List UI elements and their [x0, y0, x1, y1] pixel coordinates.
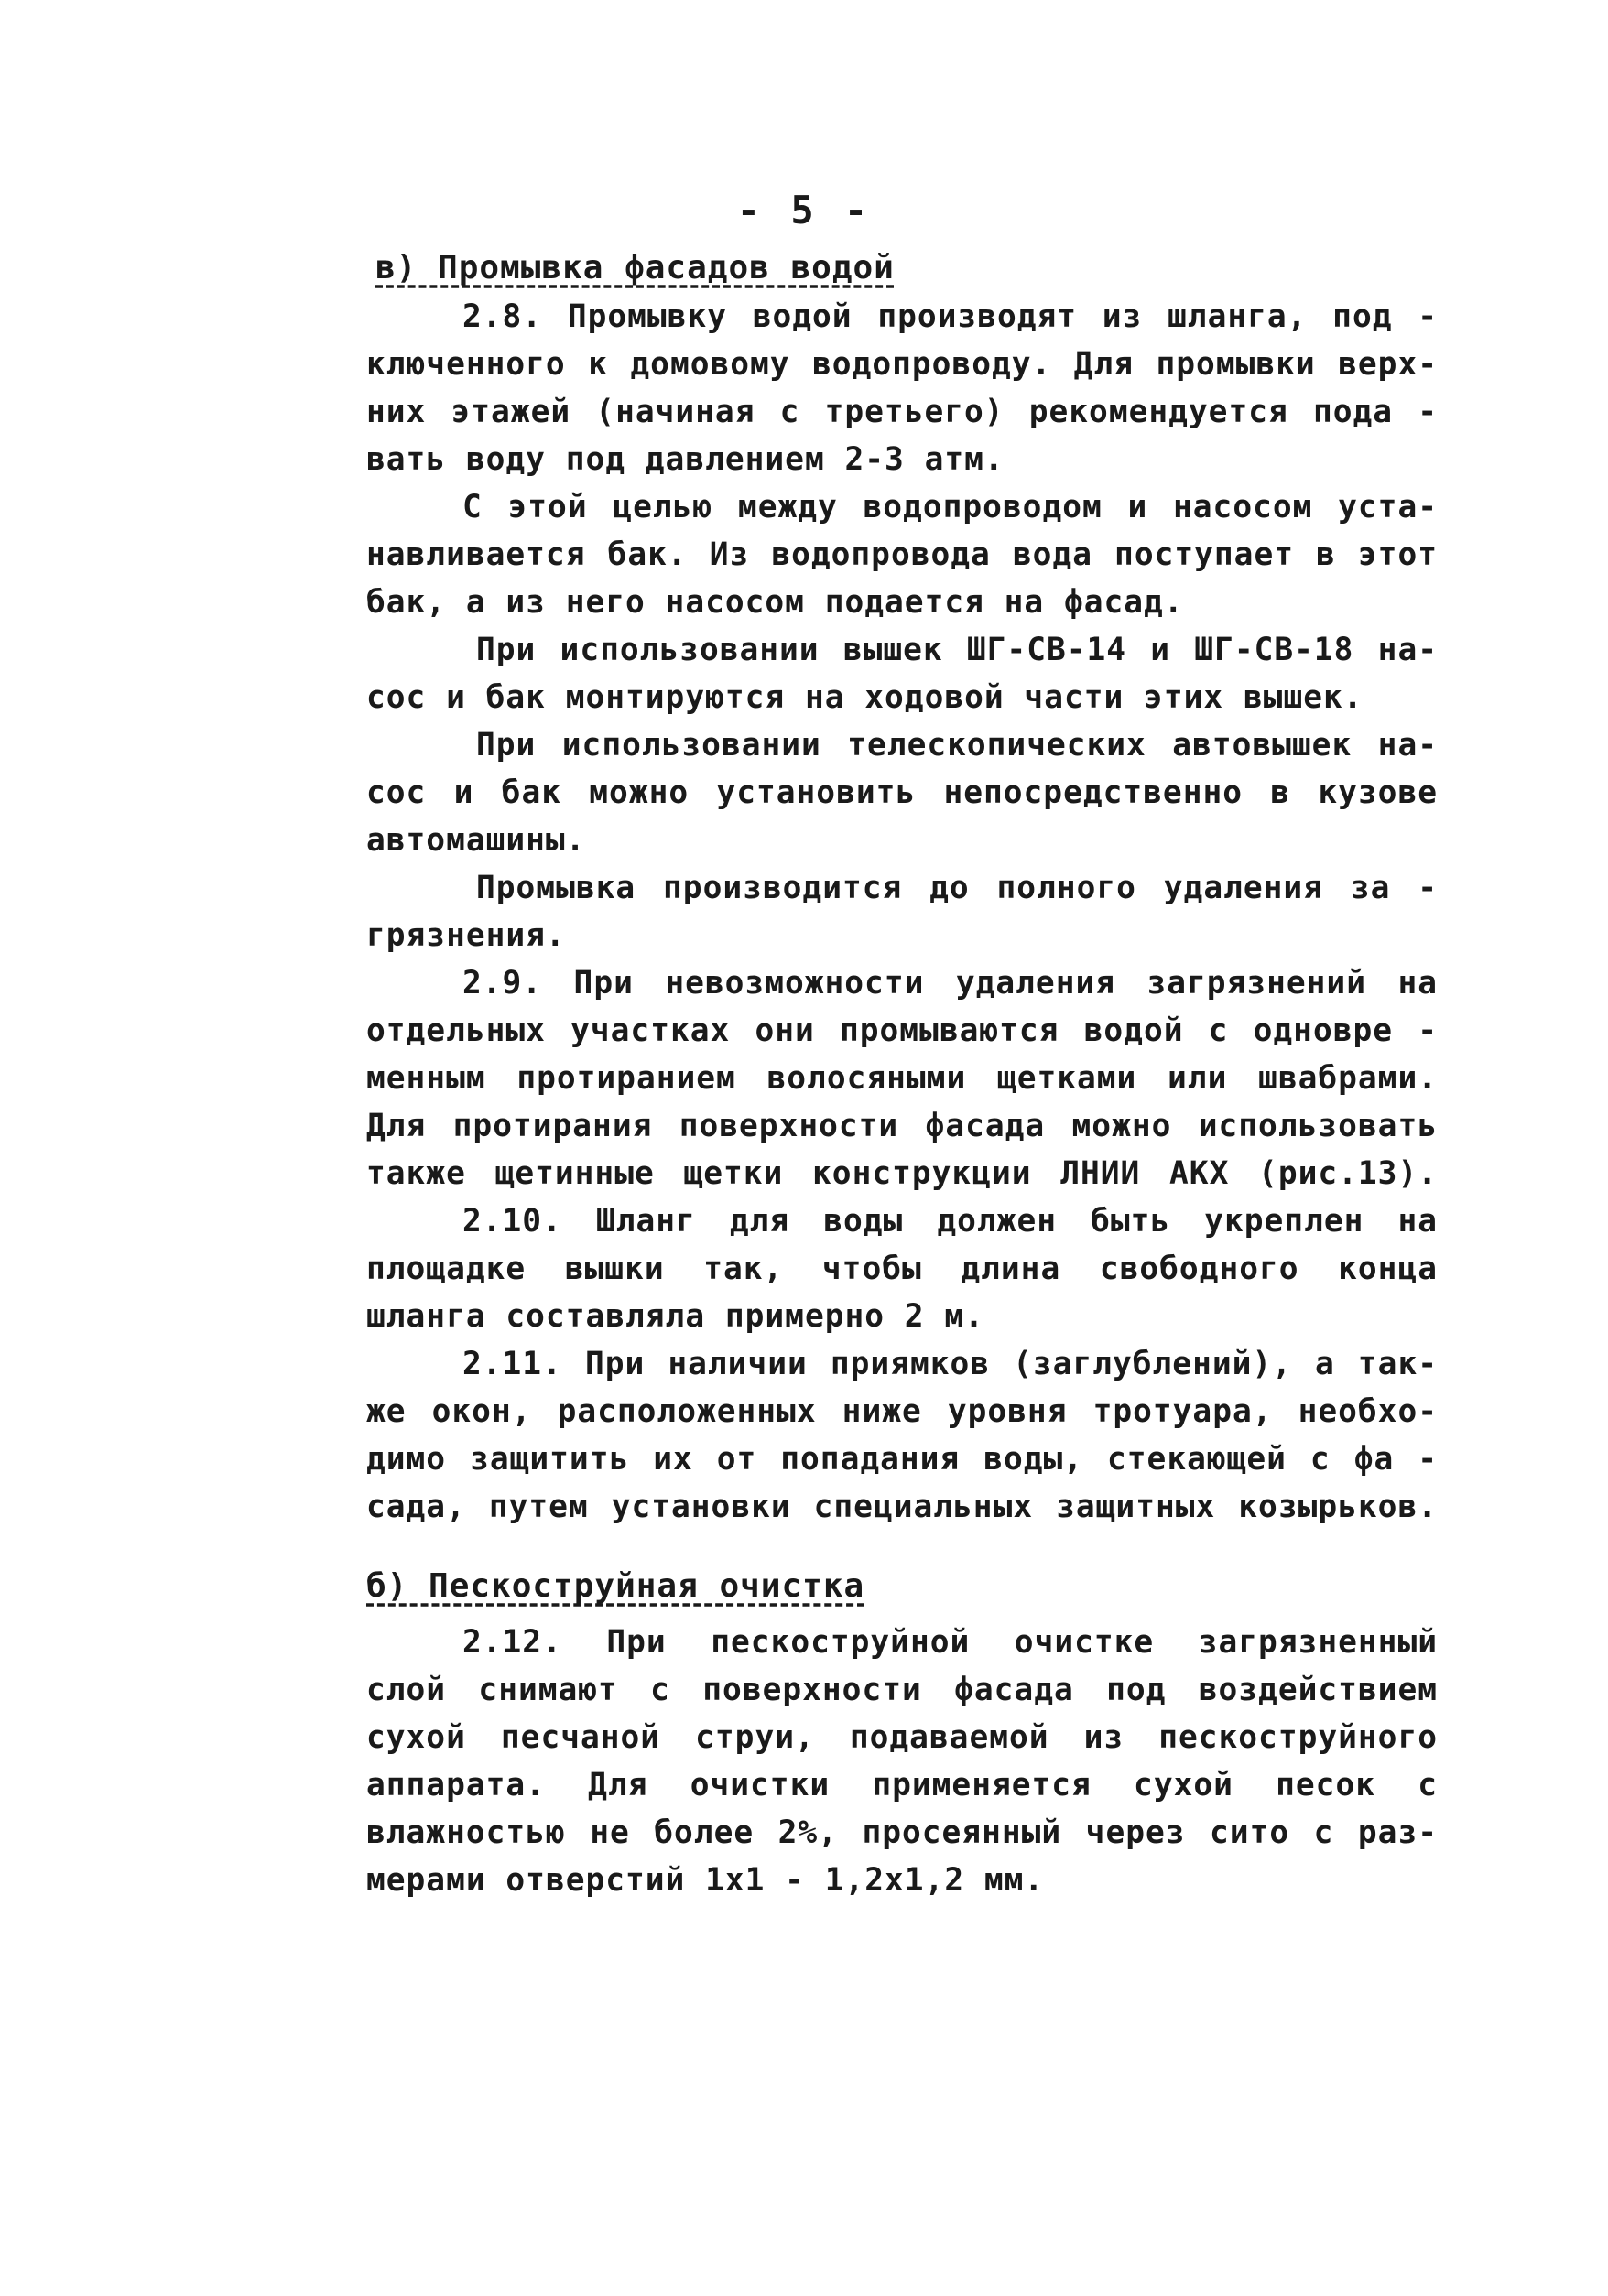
- paragraph-line: влажностью не более 2%, просеянный через сито с раз-: [366, 1814, 1438, 1851]
- paragraph-line: менным протиранием волосяными щетками или швабрами.: [366, 1060, 1438, 1097]
- paragraph-line: 2.11. При наличии приямков (заглублений), а так-: [462, 1346, 1438, 1382]
- section-heading-b: б) Пескоструйная очистка: [366, 1567, 865, 1605]
- paragraph-line: сухой песчаной струи, подаваемой из пескоструйного: [366, 1719, 1438, 1756]
- paragraph-line: димо защитить их от попадания воды, стекающей с фа -: [366, 1441, 1438, 1478]
- paragraph-line: шланга составляла примерно 2 м.: [366, 1298, 984, 1335]
- paragraph-line: 2.8. Промывку водой производят из шланга, под -: [462, 298, 1438, 335]
- page-number: - 5 -: [736, 188, 872, 233]
- paragraph-line: ключенного к домовому водопроводу. Для промывки верх-: [366, 346, 1438, 383]
- paragraph-line: них этажей (начиная с третьего) рекомендуется пода -: [366, 394, 1438, 430]
- paragraph-line: При использовании телескопических автовышек на-: [476, 727, 1438, 764]
- paragraph-line: При использовании вышек ШГ-СВ-14 и ШГ-СВ-18 на-: [476, 632, 1438, 668]
- paragraph-line: сос и бак можно установить непосредственно в кузове: [366, 774, 1438, 811]
- paragraph-line: также щетинные щетки конструкции ЛНИИ АКХ (рис.13).: [366, 1155, 1438, 1192]
- paragraph-line: Промывка производится до полного удаления за -: [476, 870, 1438, 906]
- paragraph-line: С этой целью между водопроводом и насосом уста-: [462, 489, 1438, 525]
- paragraph-line: аппарата. Для очистки применяется сухой песок с: [366, 1767, 1438, 1803]
- paragraph-line: сада, путем установки специальных защитных козырьков.: [366, 1489, 1438, 1525]
- paragraph-line: мерами отверстий 1x1 - 1,2x1,2 мм.: [366, 1862, 1045, 1899]
- paragraph-line: автомашины.: [366, 822, 586, 859]
- paragraph-line: 2.9. При невозможности удаления загрязнений на: [462, 965, 1438, 1002]
- paragraph-line: вать воду под давлением 2-3 атм.: [366, 441, 1005, 478]
- paragraph-line: отдельных участках они промываются водой с одновре -: [366, 1013, 1438, 1049]
- paragraph-line: 2.12. При пескоструйной очистке загрязненный: [462, 1624, 1438, 1661]
- paragraph-line: слой снимают с поверхности фасада под воздействием: [366, 1672, 1438, 1708]
- paragraph-line: Для протирания поверхности фасада можно использовать: [366, 1108, 1438, 1144]
- paragraph-line: сос и бак монтируются на ходовой части этих вышек.: [366, 679, 1364, 716]
- section-heading-v: в) Промывка фасадов водой: [375, 249, 895, 287]
- paragraph-line: грязнения.: [366, 917, 566, 954]
- paragraph-line: же окон, расположенных ниже уровня тротуара, необхо-: [366, 1393, 1438, 1430]
- paragraph-line: 2.10. Шланг для воды должен быть укреплен на: [462, 1203, 1438, 1240]
- paragraph-line: площадке вышки так, чтобы длина свободного конца: [366, 1251, 1438, 1287]
- paragraph-line: навливается бак. Из водопровода вода поступает в этот: [366, 536, 1438, 573]
- paragraph-line: бак, а из него насосом подается на фасад.: [366, 584, 1184, 621]
